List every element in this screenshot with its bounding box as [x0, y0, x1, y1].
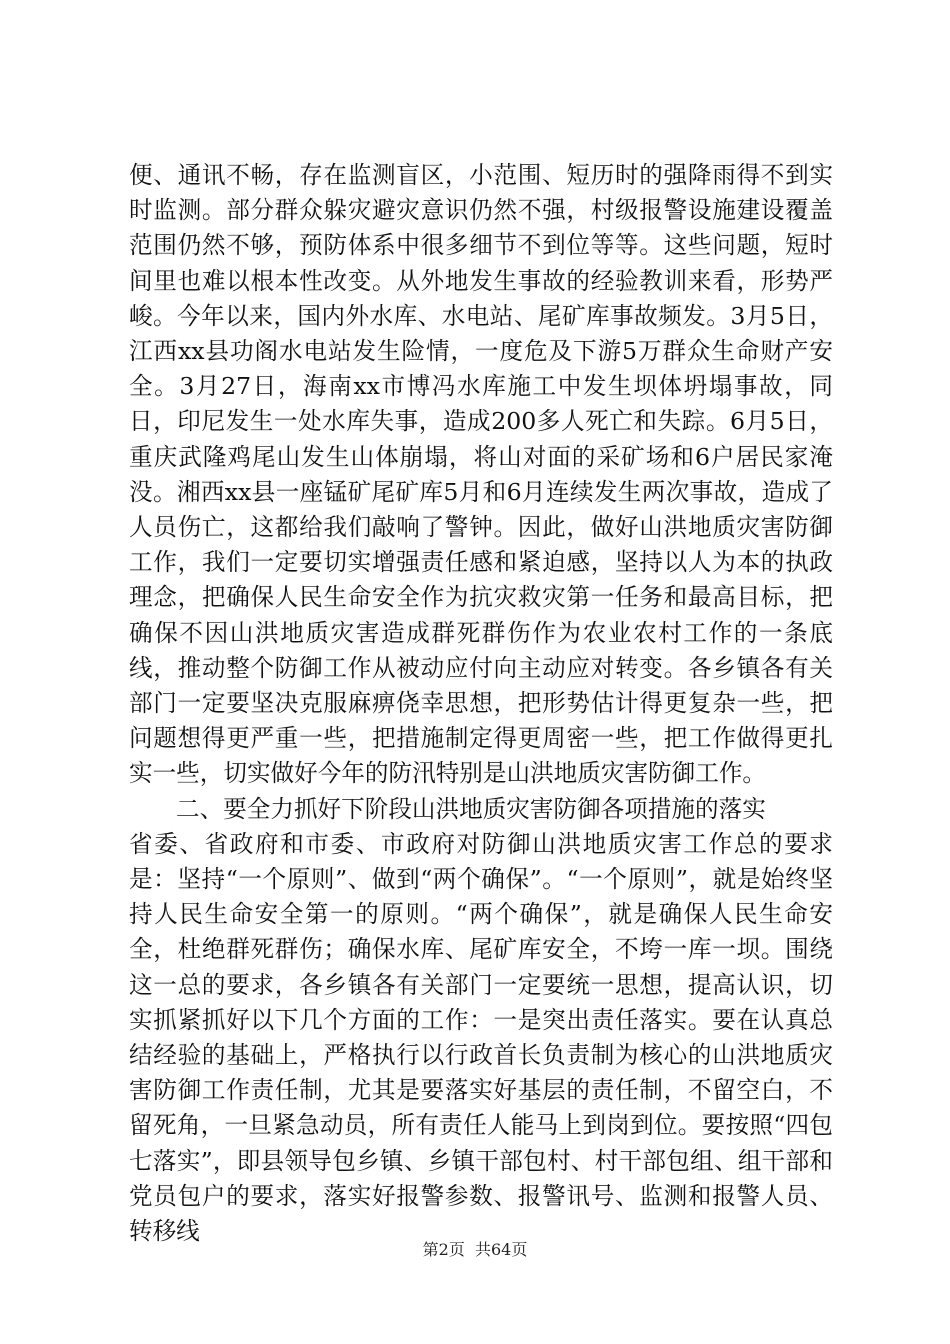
- body-text: [129, 158, 833, 1249]
- page-number: 第2页 共64页: [422, 1240, 528, 1259]
- page-footer: [0, 1240, 950, 1260]
- section-heading: 二、要全力抓好下阶段山洪地质灾害防御各项措施的落实: [176, 794, 766, 823]
- paragraph-continuation: 便、通讯不畅，存在监测盲区，小范围、短历时的强降雨得不到实时监测。部分群众躲灾避灾意识仍然不强，村级报警设施建设覆盖范围仍然不够，预防体系中很多细节不到位等等。这些问题，短时间里也难以根本性改变。从外地发生事故的经验教训来看，形势严峻。今年以来，国内外水库、水电站、尾矿库事故频发。3月5日，江西xx县功阁水电站发生险情，一度危及下游5万群众生命财产安全。3月27日，海南xx市博冯水库施工中发生坝体坍塌事故，同日，印尼发生一处水库失事，造成200多人死亡和失踪。6月5日，重庆武隆鸡尾山发生山体崩塌，将山对面的采矿场和6户居民家淹没。湘西xx县一座锰矿尾矿库5月和6月连续发生两次事故，造成了人员伤亡，这都给我们敲响了警钟。因此，做好山洪地质灾害防御工作，我们一定要切实增强责任感和紧迫感，坚持以人为本的执政理念，把确保人民生命安全作为抗灾救灾第一任务和最高目标，把确保不因山洪地质灾害造成群死群伤作为农业农村工作的一条底线，推动整个防御工作从被动应付向主动应对转变。各乡镇各有关部门一定要坚决克服麻痹侥幸思想，把形势估计得更复杂一些，把问题想得更严重一些，把措施制定得更周密一些，把工作做得更扎实一些，切实做好今年的防汛特别是山洪地质灾害防御工作。: [129, 161, 833, 788]
- paragraph-requirements: 省委、省政府和市委、市政府对防御山洪地质灾害工作总的要求是：坚持“一个原则”、做到“两个确保”。“一个原则”，就是始终坚持人民生命安全第一的原则。“两个确保”，就是确保人民生命安全，杜绝群死群伤；确保水库、尾矿库安全，不垮一库一坝。围绕这一总的要求，各乡镇各有关部门一定要统一思想，提高认识，切实抓紧抓好以下几个方面的工作：一是突出责任落实。要在认真总结经验的基础上，严格执行以行政首长负责制为核心的山洪地质灾害防御工作责任制，尤其是要落实好基层的责任制，不留空白，不留死角，一旦紧急动员，所有责任人能马上到岗到位。要按照“四包七落实”，即县领导包乡镇、乡镇干部包村、村干部包组、组干部和党员包户的要求，落实好报警参数、报警讯号、监测和报警人员、转移线: [129, 829, 833, 1246]
